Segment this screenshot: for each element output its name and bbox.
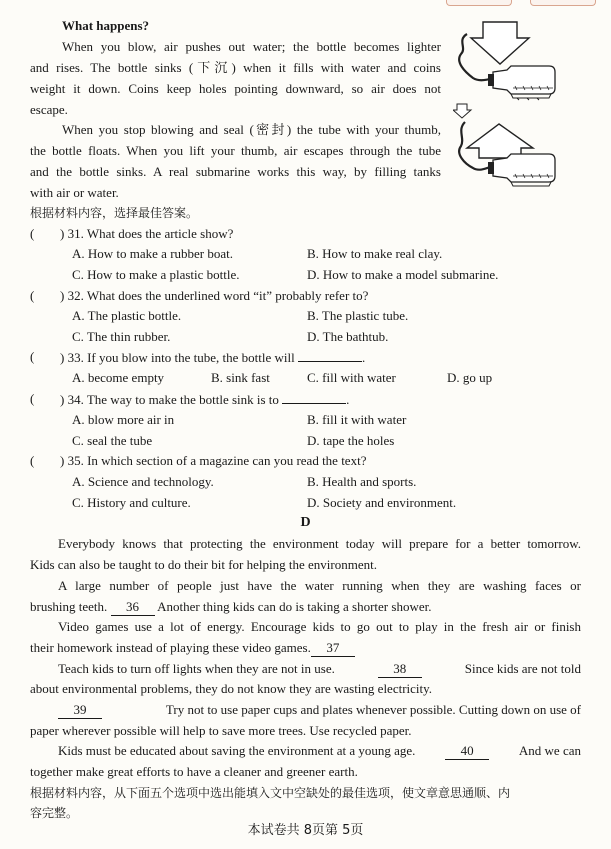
answer-paren: ( <box>30 349 35 364</box>
answer-blank <box>282 391 346 404</box>
paragraph-line <box>58 702 581 719</box>
paragraph-line: and rises. The bottle sinks (下沉) when it fills with water and coins <box>30 60 441 75</box>
blank-39: 39 <box>58 702 102 719</box>
paragraph-line: the bottle floats. When you lift your thumb, air escapes through the tube <box>30 143 441 158</box>
option-d: D. go up <box>447 370 493 385</box>
bottle-blowing-illustration <box>453 20 563 102</box>
bottle-sealed-illustration <box>453 102 563 190</box>
blank-38: 38 <box>378 661 422 678</box>
top-tab-left <box>446 0 512 6</box>
blank-36: 36 <box>111 599 155 616</box>
option-c: C. History and culture. <box>72 495 191 510</box>
paragraph-line <box>30 640 355 657</box>
instruction-text: 根据材料内容，从下面五个选项中选出能填入文中空缺处的最佳选项，使文章意思通顺、内 <box>30 786 511 800</box>
text-run: Since kids are not told <box>464 661 581 676</box>
paragraph-line <box>58 661 581 678</box>
instruction-text: 容完整。 <box>30 806 79 820</box>
text-run: Teach kids to turn off lights when they are not in use. <box>58 661 335 676</box>
option-c: C. fill with water <box>307 370 396 385</box>
question-35: ) 35. In which section of a magazine can you read the text? <box>60 453 367 468</box>
instruction-text: 根据材料内容，选择最佳答案。 <box>30 206 199 220</box>
option-d: D. How to make a model submarine. <box>307 267 499 282</box>
option-d: D. Society and environment. <box>307 495 457 510</box>
answer-paren: ( <box>30 226 35 241</box>
option-a: A. become empty <box>72 370 165 385</box>
paragraph-line: together make great efforts to have a cleaner and greener earth. <box>30 764 358 779</box>
section-title-d: D <box>300 515 311 530</box>
paragraph-line: Kids can also be taught to do their bit for helping the environment. <box>30 557 377 572</box>
paragraph-line: When you stop blowing and seal (密封) the tube with your thumb, <box>62 122 441 137</box>
question-33-tail: . <box>361 350 366 365</box>
text-run: brushing teeth. <box>30 599 108 614</box>
question-34 <box>60 391 349 408</box>
paragraph-line: paper wherever possible will help to save more trees. Use recycled paper. <box>30 723 412 738</box>
paragraph-line: with air or water. <box>30 185 119 200</box>
paragraph-line: When you blow, air pushes out water; the bottle becomes lighter <box>62 39 441 54</box>
blank-37: 37 <box>311 640 355 657</box>
top-tab-right <box>530 0 596 6</box>
blank-40: 40 <box>445 743 489 760</box>
option-d: D. The bathtub. <box>307 329 389 344</box>
question-32: ) 32. What does the underlined word “it” probably refer to? <box>60 288 369 303</box>
text-run: Kids must be educated about saving the environment at a young age. <box>58 743 416 758</box>
option-b: B. How to make real clay. <box>307 246 443 261</box>
question-34-text: ) 34. The way to make the bottle sink is to <box>60 392 279 407</box>
option-a: A. Science and technology. <box>72 474 214 489</box>
question-33 <box>60 349 365 366</box>
paragraph-line: escape. <box>30 102 68 117</box>
paragraph-line: A large number of people just have the water running when they are washing faces or <box>58 578 581 593</box>
paragraph-line: about environmental problems, they do not know they are wasting electricity. <box>30 681 433 696</box>
option-c: C. How to make a plastic bottle. <box>72 267 240 282</box>
section-heading: What happens? <box>62 18 150 33</box>
text-run: Try not to use paper cups and plates whenever possible. Cutting down on use of <box>165 702 581 717</box>
paragraph-line: Everybody knows that protecting the environment today will prepare for a better tomorrow. <box>58 536 581 551</box>
option-b: B. The plastic tube. <box>307 308 409 323</box>
answer-paren: ( <box>30 288 35 303</box>
question-31: ) 31. What does the article show? <box>60 226 234 241</box>
paragraph-line: weight it down. Coins keep holes pointing downward, so air does not <box>30 81 441 96</box>
paragraph-line: and the bottle sinks. A real submarine works this way, by filling tanks <box>30 164 441 179</box>
option-d: D. tape the holes <box>307 433 395 448</box>
paragraph-line: Video games use a lot of energy. Encourage kids to go out to play in the fresh air or finish <box>58 619 581 634</box>
option-c: C. seal the tube <box>72 433 153 448</box>
option-c: C. The thin rubber. <box>72 329 171 344</box>
option-b: B. Health and sports. <box>307 474 417 489</box>
option-b: B. fill it with water <box>307 412 407 427</box>
option-a: A. How to make a rubber boat. <box>72 246 234 261</box>
text-run: Another thing kids can do is taking a shorter shower. <box>157 599 432 614</box>
paragraph-line <box>58 743 581 760</box>
option-b: B. sink fast <box>211 370 270 385</box>
question-34-tail: . <box>346 392 350 407</box>
answer-blank <box>298 349 362 362</box>
option-a: A. blow more air in <box>72 412 175 427</box>
option-a: A. The plastic bottle. <box>72 308 182 323</box>
text-run: And we can <box>518 743 581 758</box>
answer-paren: ( <box>30 453 35 468</box>
text-run: their homework instead of playing these video games. <box>30 640 311 655</box>
question-33-text: ) 33. If you blow into the tube, the bottle will <box>60 350 295 365</box>
answer-paren: ( <box>30 391 35 406</box>
paragraph-line <box>30 599 431 616</box>
page-footer: 本试卷共 8页第 5页 <box>247 823 364 838</box>
